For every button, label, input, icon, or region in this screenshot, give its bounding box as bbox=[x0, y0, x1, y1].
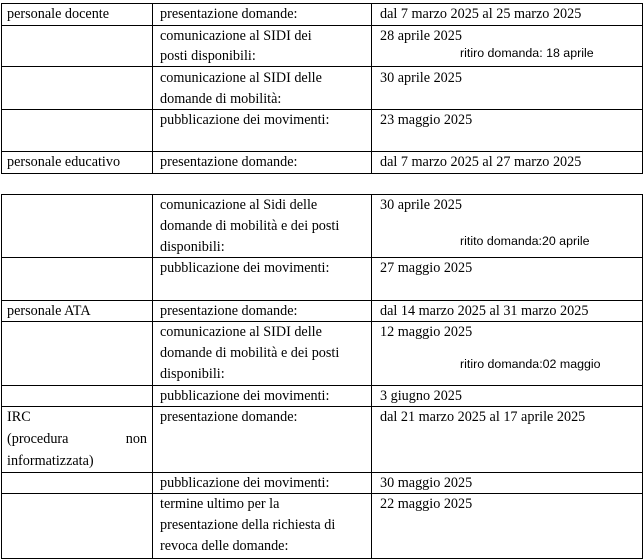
activity-text: comunicazione al SIDI dei bbox=[160, 28, 312, 44]
date-text: 22 maggio 2025 bbox=[380, 496, 473, 512]
activity-text: pubblicazione dei movimenti: bbox=[160, 260, 330, 276]
activity-text: disponibili: bbox=[160, 239, 225, 255]
category-label: informatizzata) bbox=[7, 453, 94, 469]
activity-text: comunicazione al SIDI delle bbox=[160, 70, 322, 86]
table-rule bbox=[1, 173, 643, 174]
activity-text: disponibili: bbox=[160, 366, 225, 382]
table-rule bbox=[1, 194, 643, 195]
date-text: 30 aprile 2025 bbox=[380, 197, 462, 213]
table-rule bbox=[1, 25, 643, 26]
activity-text: presentazione domande: bbox=[160, 303, 298, 319]
category-label-part: (procedura bbox=[7, 431, 69, 447]
date-text: 27 maggio 2025 bbox=[380, 260, 473, 276]
category-label-part: non bbox=[125, 431, 147, 447]
date-text: 23 maggio 2025 bbox=[380, 112, 473, 128]
date-text: dal 7 marzo 2025 al 27 marzo 2025 bbox=[380, 154, 582, 170]
date-text: dal 7 marzo 2025 al 25 marzo 2025 bbox=[380, 6, 582, 22]
table-rule bbox=[371, 194, 372, 558]
category-label: IRC bbox=[7, 409, 31, 425]
table-rule bbox=[1, 66, 643, 67]
withdrawal-note: ritiro domanda: 18 aprile bbox=[460, 46, 594, 60]
activity-text: comunicazione al Sidi delle bbox=[160, 197, 318, 213]
date-text: 30 maggio 2025 bbox=[380, 475, 473, 491]
table-rule bbox=[1, 194, 2, 558]
date-text: 3 giugno 2025 bbox=[380, 388, 462, 404]
table-rule bbox=[152, 194, 153, 558]
activity-text: presentazione domande: bbox=[160, 154, 298, 170]
date-text: dal 14 marzo 2025 al 31 marzo 2025 bbox=[380, 303, 589, 319]
activity-text: presentazione domande: bbox=[160, 6, 298, 22]
activity-text: domande di mobilità e dei posti bbox=[160, 345, 340, 361]
category-label bbox=[7, 428, 147, 450]
withdrawal-note: ritito domanda:20 aprile bbox=[460, 234, 590, 248]
category-label: personale docente bbox=[7, 6, 110, 22]
activity-text: presentazione domande: bbox=[160, 409, 298, 425]
activity-text: comunicazione al SIDI delle bbox=[160, 324, 322, 340]
activity-text: domande di mobilità: bbox=[160, 91, 282, 107]
activity-text: revoca delle domande: bbox=[160, 538, 289, 554]
activity-text: pubblicazione dei movimenti: bbox=[160, 388, 330, 404]
category-label: personale educativo bbox=[7, 154, 121, 170]
withdrawal-note: ritiro domanda:02 maggio bbox=[460, 357, 601, 371]
activity-text: posti disponibili: bbox=[160, 48, 256, 64]
activity-text: domande di mobilità e dei posti bbox=[160, 218, 340, 234]
category-label: personale ATA bbox=[7, 303, 91, 319]
table-rule bbox=[152, 3, 153, 173]
activity-text: presentazione della richiesta di bbox=[160, 517, 336, 533]
activity-text: pubblicazione dei movimenti: bbox=[160, 475, 330, 491]
date-text: 30 aprile 2025 bbox=[380, 70, 462, 86]
activity-text: pubblicazione dei movimenti: bbox=[160, 112, 330, 128]
table-rule bbox=[1, 3, 2, 173]
date-text: 28 aprile 2025 bbox=[380, 28, 462, 44]
activity-text: termine ultimo per la bbox=[160, 496, 280, 512]
table-rule bbox=[371, 3, 372, 173]
date-text: dal 21 marzo 2025 al 17 aprile 2025 bbox=[380, 409, 586, 425]
date-text: 12 maggio 2025 bbox=[380, 324, 473, 340]
